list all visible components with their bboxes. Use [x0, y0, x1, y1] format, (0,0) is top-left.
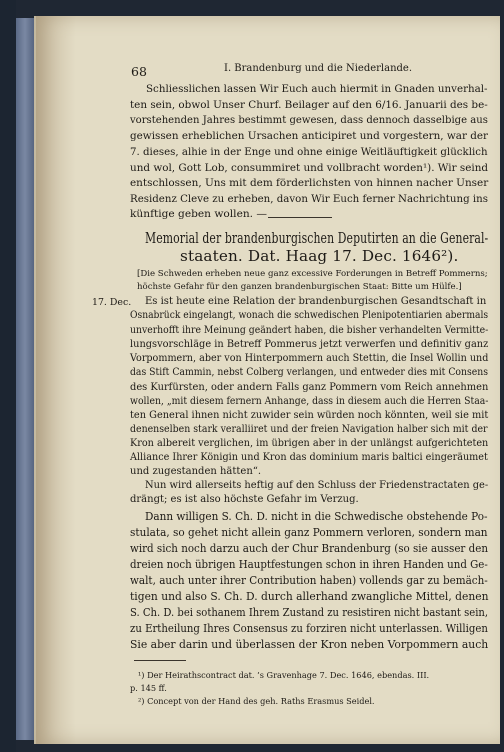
text-line: entschlossen, Uns mit dem förderlichsten von hinnen nacher Unser	[130, 177, 489, 189]
text-line: dreien noch übrigen Hauptfestungen schon in ihren Handen und Ge-	[130, 558, 488, 571]
text-line: stulata, so gehet nicht allein ganz Pommern verloren, sondern man	[130, 526, 488, 539]
text-line: lungsvorschläge in Betreff Pommerus jetzt verwerfen und definitiv ganz	[130, 339, 489, 350]
footnote-line: ¹) Der Heirathscontract dat. ’s Gravenhage 7. Dec. 1646, ebendas. III.	[138, 670, 430, 680]
text-line: Schliesslichen lassen Wir Euch auch hiermit in Gnaden unverhal-	[146, 83, 488, 95]
text-line: tigen und also S. Ch. D. durch allerhand zwangliche Mittel, denen	[130, 590, 489, 603]
text-line: des Kurfürsten, oder andern Falls ganz Pommern vom Reich annehmen	[130, 382, 489, 393]
text-line: Osnabrück eingelangt, wonach die schwedischen Plenipotentiarien abermals	[130, 310, 489, 321]
text-line: gewissen erheblichen Ursachen anticipiret und vorgestern, war der	[130, 130, 489, 142]
page-gutter-shadow	[36, 16, 76, 744]
text-line: künftige geben wollen. —	[130, 208, 267, 220]
text-line: vorstehenden Jahres bestimmt gewesen, dass dennoch dasselbige aus	[130, 114, 488, 126]
text-line: Nun wird allerseits heftig auf den Schluss der Friedenstractaten ge-	[145, 480, 489, 491]
text-line: Sie aber darin und überlassen der Kron neben Vorpommern auch	[130, 638, 489, 651]
text-line: Alliance Ihrer Königin und Kron das dominium maris baltici eingeräumet	[130, 452, 488, 463]
text-line: ten General ihnen nicht zuwider sein würden noch könnten, weil sie mit	[130, 410, 489, 421]
text-line: zu Ertheilung Ihres Consensus zu forziren nicht unterlassen. Willigen	[130, 622, 488, 635]
text-line: Es ist heute eine Relation der brandenburgischen Gesandtschaft in	[145, 296, 487, 307]
text-line: und wol, Gott Lob, consummiret und vollbracht worden¹). Wir seind	[130, 162, 489, 174]
text-line: ten sein, obwol Unser Churf. Beilager auf den 6/16. Januarii des be-	[130, 99, 488, 111]
text-line: Residenz Cleve zu erheben, davon Wir Euch ferner Nachrichtung ins	[130, 193, 488, 205]
text-line: S. Ch. D. bei sothanem Ihrem Zustand zu resistiren nicht bastant sein,	[130, 606, 489, 619]
text-line: wird sich noch darzu auch der Chur Brandenburg (so sie ausser den	[130, 542, 488, 555]
footnote-line: ²) Concept von der Hand des geh. Raths Erasmus Seidel.	[138, 696, 375, 706]
footnote-line: p. 145 ff.	[130, 683, 167, 693]
book-binding-edge	[16, 18, 36, 740]
footnote-rule	[134, 660, 186, 661]
text-line: Vorpommern, aber von Hinterpommern auch Stettin, die Insel Wollin und	[130, 353, 489, 364]
section-title: staaten. Dat. Haag 17. Dec. 1646²).	[180, 247, 459, 265]
summary-line: [Die Schweden erheben neue ganz excessive Forderungen in Betreff Pommerns;	[137, 269, 488, 279]
text-line: drängt; es ist also höchste Gefahr im Verzug.	[130, 494, 359, 505]
text-line: 7. dieses, alhie in der Enge und ohne einige Weitläuftigkeit glücklich	[130, 146, 488, 158]
summary-line: höchste Gefahr für den ganzen brandenburgischen Staat: Bitte um Hülfe.]	[137, 282, 462, 292]
running-title: I. Brandenburg und die Niederlande.	[224, 63, 413, 74]
text-line: Kron albereit verglichen, im übrigen aber in der unlängst aufgerichteten	[130, 438, 489, 449]
text-line: wollen, „mit diesem fernern Anhange, dass in diesem auch die Herren Staa-	[130, 396, 489, 407]
margin-date: 17. Dec.	[92, 297, 132, 308]
text-line: walt, auch unter ihrer Contribution haben) vollends gar zu bemäch-	[130, 574, 488, 587]
scan-left-margin	[0, 0, 16, 752]
text-line: unverhofft ihre Meinung geändert haben, die bisher verhandelten Vermitte-	[130, 325, 489, 336]
page-number: 68	[131, 64, 147, 79]
separator-rule	[268, 217, 332, 218]
text-line: denenselben stark veralliiret und der freien Navigation halber sich mit der	[130, 424, 488, 435]
text-line: das Stift Cammin, nebst Colberg verlangen, und entweder dies mit Consens	[130, 367, 488, 378]
section-title: Memorial der brandenburgischen Deputirten an die General-	[145, 229, 489, 247]
text-line: und zugestanden hätten“.	[130, 466, 262, 477]
text-line: Dann willigen S. Ch. D. nicht in die Schwedische obstehende Po-	[145, 510, 488, 523]
